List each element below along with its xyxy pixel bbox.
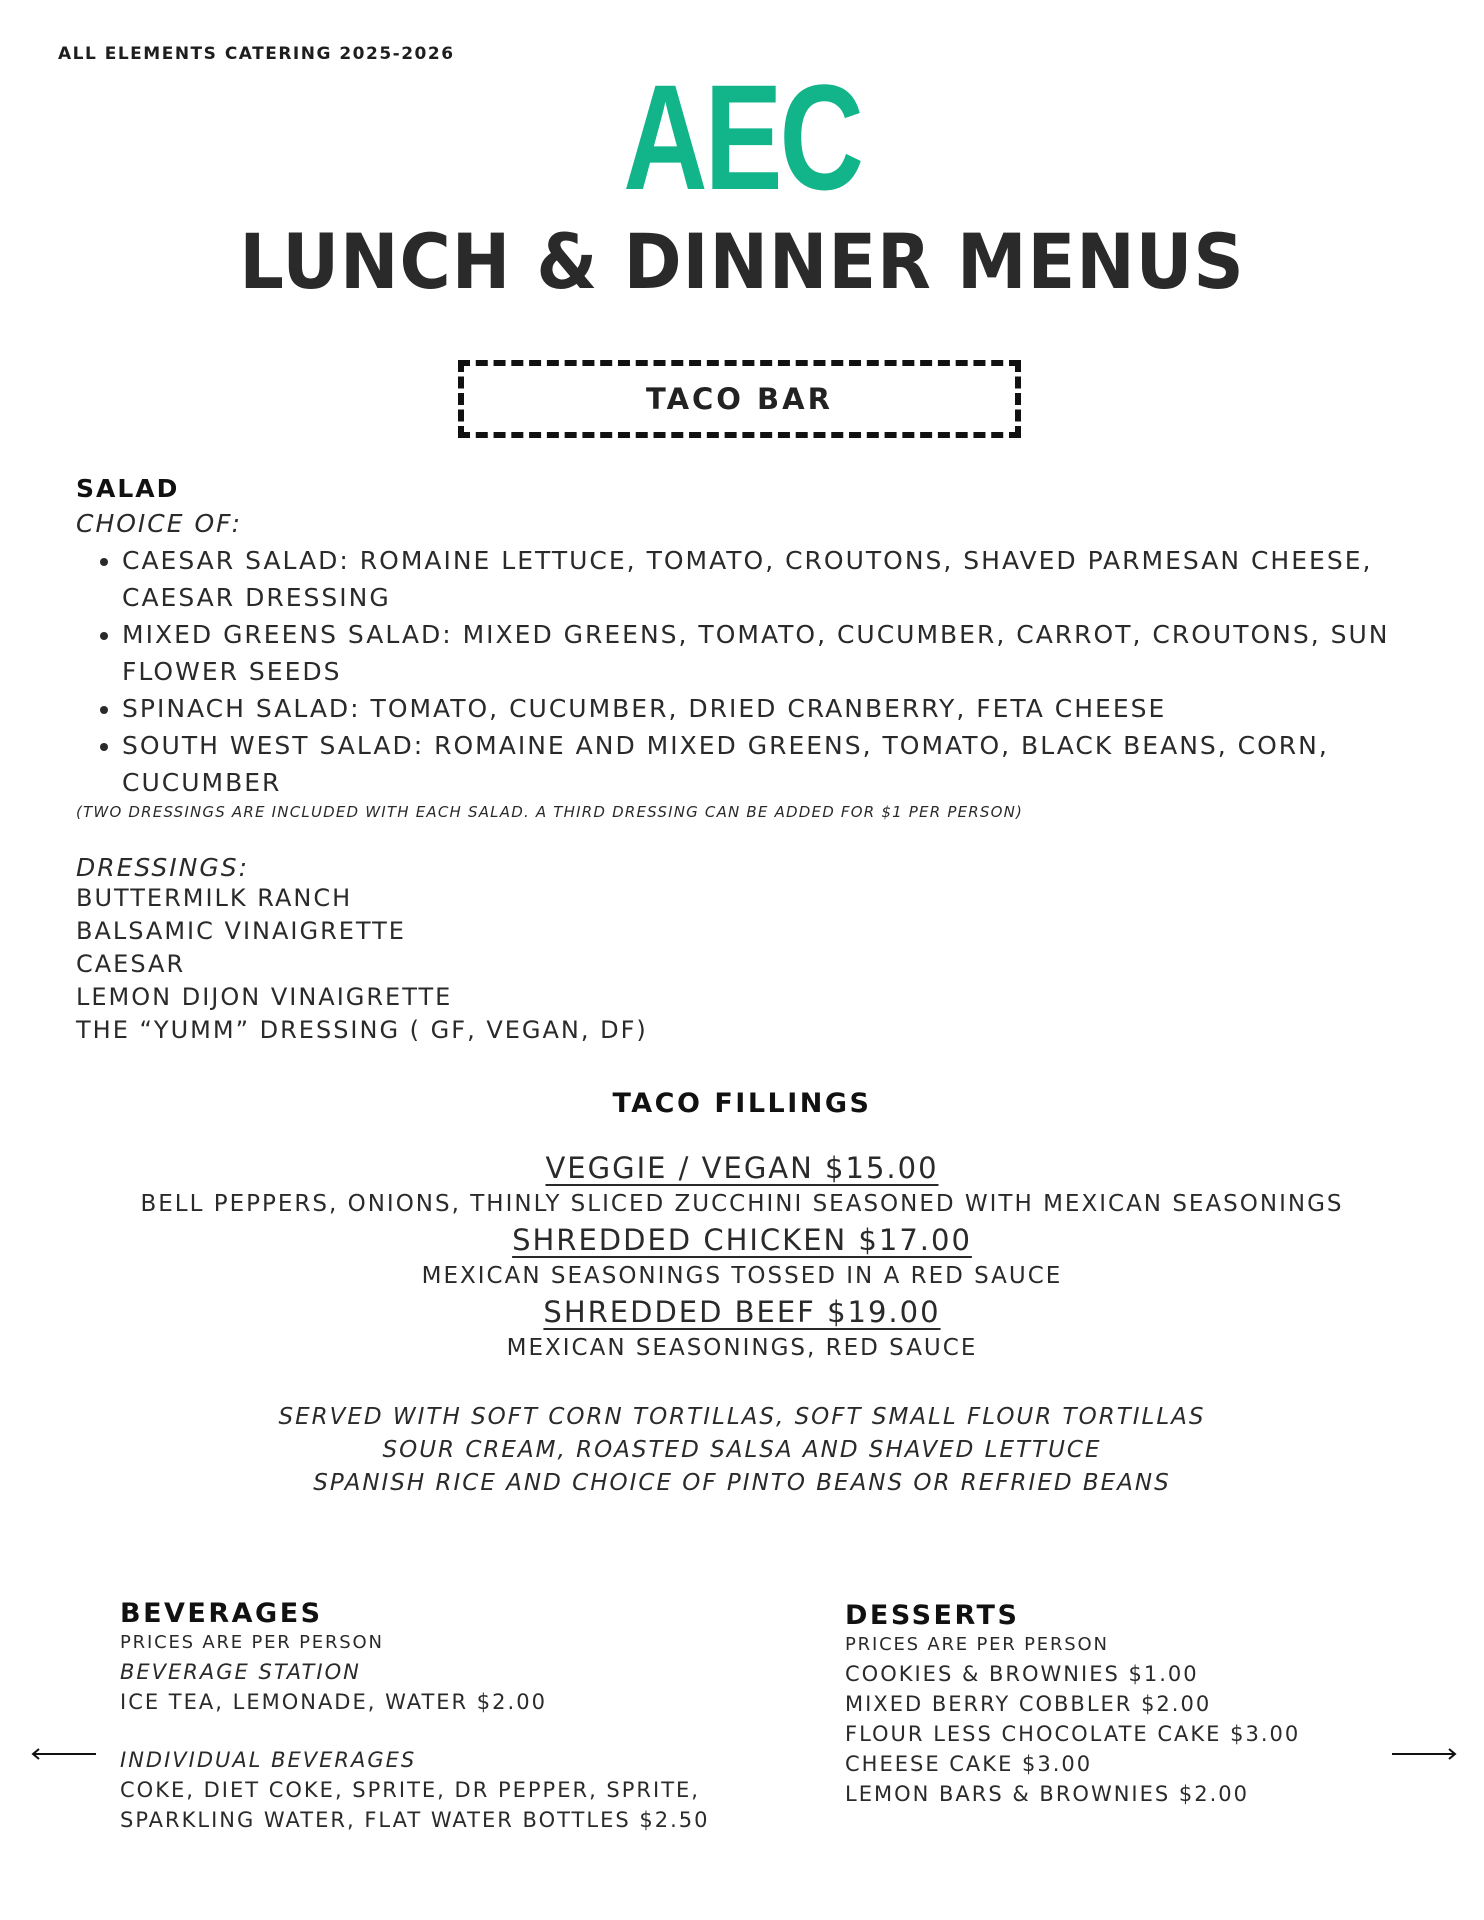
filling-description: MEXICAN SEASONINGS, RED SAUCE (506, 1335, 978, 1361)
page-title: LUNCH & DINNER MENUS (239, 217, 1245, 306)
filling-description: BELL PEPPERS, ONIONS, THINLY SLICED ZUCCHINI SEASONED WITH MEXICAN SEASONINGS (140, 1191, 1344, 1217)
aec-logo: AEC (623, 53, 861, 221)
beverage-station-label: BEVERAGE STATION (120, 1660, 361, 1684)
salad-choice-label: CHOICE OF: (76, 509, 243, 538)
salad-section (76, 474, 1416, 1047)
individual-beverages-label: INDIVIDUAL BEVERAGES (120, 1748, 417, 1772)
taco-bar-label: TACO BAR (646, 382, 833, 416)
salad-list (76, 542, 1416, 801)
filling-description: MEXICAN SEASONINGS TOSSED IN A RED SAUCE (421, 1263, 1063, 1289)
taco-bar-banner (458, 360, 1021, 438)
dressings-list (76, 853, 1416, 1047)
served-line: SOUR CREAM, ROASTED SALSA AND SHAVED LETTUCE (382, 1437, 1102, 1463)
filling-name: SHREDDED BEEF $19.00 (543, 1295, 941, 1329)
served-line: SERVED WITH SOFT CORN TORTILLAS, SOFT SMALL FLOUR TORTILLAS (278, 1404, 1206, 1430)
beverages-price-note: PRICES ARE PER PERSON (120, 1632, 384, 1653)
taco-fillings-heading: TACO FILLINGS (612, 1088, 872, 1119)
dressing-note: (TWO DRESSINGS ARE INCLUDED WITH EACH SALAD. A THIRD DRESSING CAN BE ADDED FOR $1 PER PERSON) (76, 803, 1024, 821)
salad-item: • SPINACH SALAD: TOMATO, CUCUMBER, DRIED CRANBERRY, FETA CHEESE (122, 690, 1416, 727)
dressing-item: CAESAR (76, 950, 186, 978)
dressings-label: DRESSINGS: (76, 853, 250, 882)
salad-heading: SALAD (76, 474, 180, 503)
individual-beverages-line: SPARKLING WATER, FLAT WATER BOTTLES $2.50 (120, 1808, 710, 1832)
dressing-item: LEMON DIJON VINAIGRETTE (76, 983, 453, 1011)
salad-item: • MIXED GREENS SALAD: MIXED GREENS, TOMATO, CUCUMBER, CARROT, CROUTONS, SUN FLOWER SEEDS (122, 616, 1416, 690)
salad-item: • CAESAR SALAD: ROMAINE LETTUCE, TOMATO, CROUTONS, SHAVED PARMESAN CHEESE, CAESAR DRESSING (122, 542, 1416, 616)
arrow-left-icon[interactable] (30, 1747, 96, 1761)
dessert-item: LEMON BARS & BROWNIES $2.00 (845, 1782, 1250, 1806)
dessert-item: FLOUR LESS CHOCOLATE CAKE $3.00 (845, 1722, 1301, 1746)
dessert-item: CHEESE CAKE $3.00 (845, 1752, 1093, 1776)
dressing-item: BALSAMIC VINAIGRETTE (76, 917, 406, 945)
dressing-item: BUTTERMILK RANCH (76, 884, 353, 912)
taco-fillings-section (40, 1088, 1444, 1500)
beverages-section (120, 1598, 800, 1835)
catering-year-label: ALL ELEMENTS CATERING 2025-2026 (58, 44, 455, 64)
dessert-item: MIXED BERRY COBBLER $2.00 (845, 1692, 1212, 1716)
served-with-notes (40, 1401, 1444, 1500)
served-line: SPANISH RICE AND CHOICE OF PINTO BEANS OR REFRIED BEANS (313, 1470, 1171, 1496)
dressing-item: THE “YUMM” DRESSING ( GF, VEGAN, DF) (76, 1016, 648, 1044)
dessert-item: COOKIES & BROWNIES $1.00 (845, 1662, 1199, 1686)
beverages-heading: BEVERAGES (120, 1598, 323, 1629)
arrow-right-icon[interactable] (1392, 1747, 1458, 1761)
beverage-station-items: ICE TEA, LEMONADE, WATER $2.00 (120, 1690, 547, 1714)
desserts-heading: DESSERTS (845, 1600, 1020, 1631)
desserts-price-note: PRICES ARE PER PERSON (845, 1634, 1109, 1655)
filling-name: VEGGIE / VEGAN $15.00 (545, 1151, 939, 1185)
filling-name: SHREDDED CHICKEN $17.00 (512, 1223, 972, 1257)
salad-item: • SOUTH WEST SALAD: ROMAINE AND MIXED GREENS, TOMATO, BLACK BEANS, CORN, CUCUMBER (122, 727, 1416, 801)
individual-beverages-line: COKE, DIET COKE, SPRITE, DR PEPPER, SPRITE, (120, 1778, 700, 1802)
desserts-section (845, 1600, 1405, 1809)
